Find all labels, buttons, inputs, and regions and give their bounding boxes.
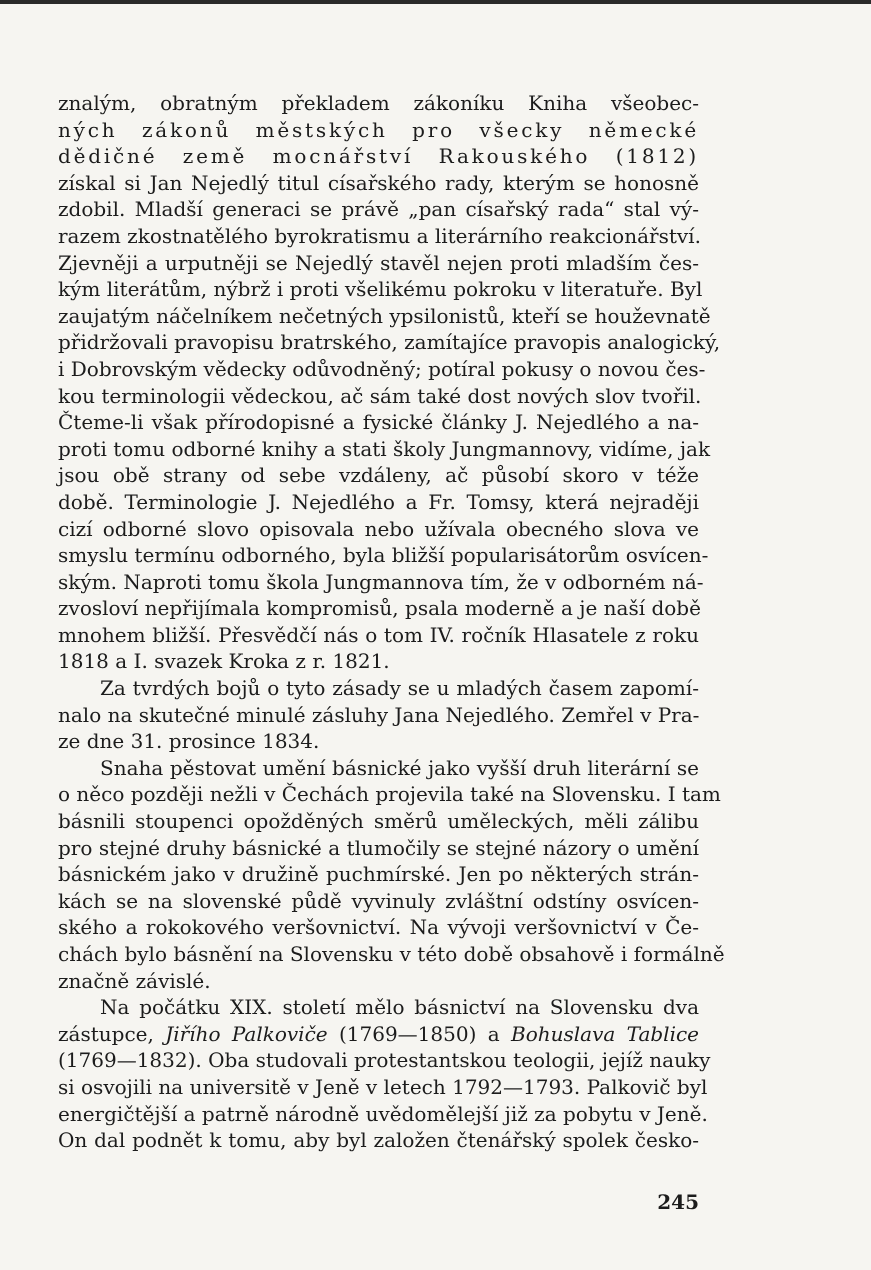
text-line: zdobil. Mladší generaci se právě „pan císařský rada“ stal vý- [58,197,699,222]
text-line: Zjevněji a urputněji se Nejedlý stavěl nejen proti mladším čes- [58,250,699,275]
text-line: si osvojili na universitě v Jeně v letech 1792—1793. Palkovič byl [58,1074,708,1099]
text-line: Na počátku XIX. století mělo básnictví na Slovensku dva [100,995,699,1020]
person-name: Jiřího Palkoviče [165,1021,328,1046]
text-line: jsou obě strany od sebe vzdáleny, ač působí skoro v téže [58,463,699,488]
text-line: pro stejné druhy básnické a tlumočily se stejné názory o umění [58,835,699,860]
page-number: 245 [657,1190,699,1214]
text-line: ze dne 31. prosince 1834. [58,729,320,754]
text-line: (1769—1832). Oba studovali protestantskou teologii, jejíž nauky [58,1048,711,1073]
text-line: kým literátům, nýbrž i proti všelikému pokroku v literatuře. Byl [58,277,703,302]
text-line: Čteme-li však přírodopisné a fysické články J. Nejedlého a na- [58,410,699,435]
text-line: razem zkostnatělého byrokratismu a literárního reakcionářství. [58,223,701,248]
text-line: značně závislé. [58,968,211,993]
text-line: 1818 a I. svazek Kroka z r. 1821. [58,649,390,674]
text-line: zvosloví nepřijímala kompromisů, psala moderně a je naší době [58,596,701,621]
text-line: ných zákonů městských pro všecky německé [58,117,699,142]
text-line: kách se na slovenské půdě vyvinuly zvláštní odstíny osvícen- [58,888,699,913]
text-line: mnohem bližší. Přesvědčí nás o tom IV. ročník Hlasatele z roku [58,622,699,647]
scan-edge [0,0,871,4]
text-line: nalo na skutečné minulé zásluhy Jana Nejedlého. Zemřel v Pra- [58,702,700,727]
text-line: Za tvrdých bojů o tyto zásady se u mladých časem zapomí- [100,676,699,701]
text-line: ským. Naproti tomu škola Jungmannova tím, že v odborném ná- [58,569,704,594]
text-line: zaujatým náčelníkem nečetných ypsilonistů, kteří se houževnatě [58,303,711,328]
text-line: získal si Jan Nejedlý titul císařského rady, kterým se honosně [58,170,699,195]
text-line: chách bylo básnění na Slovensku v této době obsahově i formálně [58,942,725,966]
text-line: době. Terminologie J. Nejedlého a Fr. Tomsy, která nejraději [58,489,699,514]
text-line: znalým, obratným překladem zákoníku Kniha všeobec- [58,91,699,115]
text-line [58,1021,699,1048]
text-line: Snaha pěstovat umění básnické jako vyšší druh literární se [100,755,699,780]
text-line: i Dobrovským vědecky odůvodněný; potíral pokusy o novou čes- [58,356,706,381]
text-segment: (1769—1850) a [327,1021,511,1046]
text-line: o něco později nežli v Čechách projevila také na Slovensku. I tam [58,782,721,807]
body-text [58,90,725,1154]
person-name: Bohuslava Tablice [511,1021,699,1046]
text-line: On dal podnět k tomu, aby byl založen čtenářský spolek česko- [58,1128,699,1153]
text-segment: zástupce, [58,1021,166,1046]
text-line: smyslu termínu odborného, byla bližší popularisátorům osvícen- [58,543,709,568]
text-line: přidržovali pravopisu bratrského, zamítajíce pravopis analogický, [58,330,721,355]
text-line: ského a rokokového veršovnictví. Na vývoji veršovnictví v Če- [58,915,699,940]
text-line: cizí odborné slovo opisovala nebo užívala obecného slova ve [58,516,699,541]
text-line: kou terminologii vědeckou, ač sám také dost nových slov tvořil. [58,383,702,408]
text-line: dědičné země mocnářství Rakouského (1812) [58,144,699,169]
text-line: proti tomu odborné knihy a stati školy Jungmannovy, vidíme, jak [58,436,711,461]
text-line: básnili stoupenci opožděných směrů uměleckých, měli zálibu [58,809,699,834]
text-line: básnickém jako v družině puchmírské. Jen po některých strán- [58,862,699,887]
text-line: energičtější a patrně národně uvědomělejší již za pobytu v Jeně. [58,1101,708,1126]
